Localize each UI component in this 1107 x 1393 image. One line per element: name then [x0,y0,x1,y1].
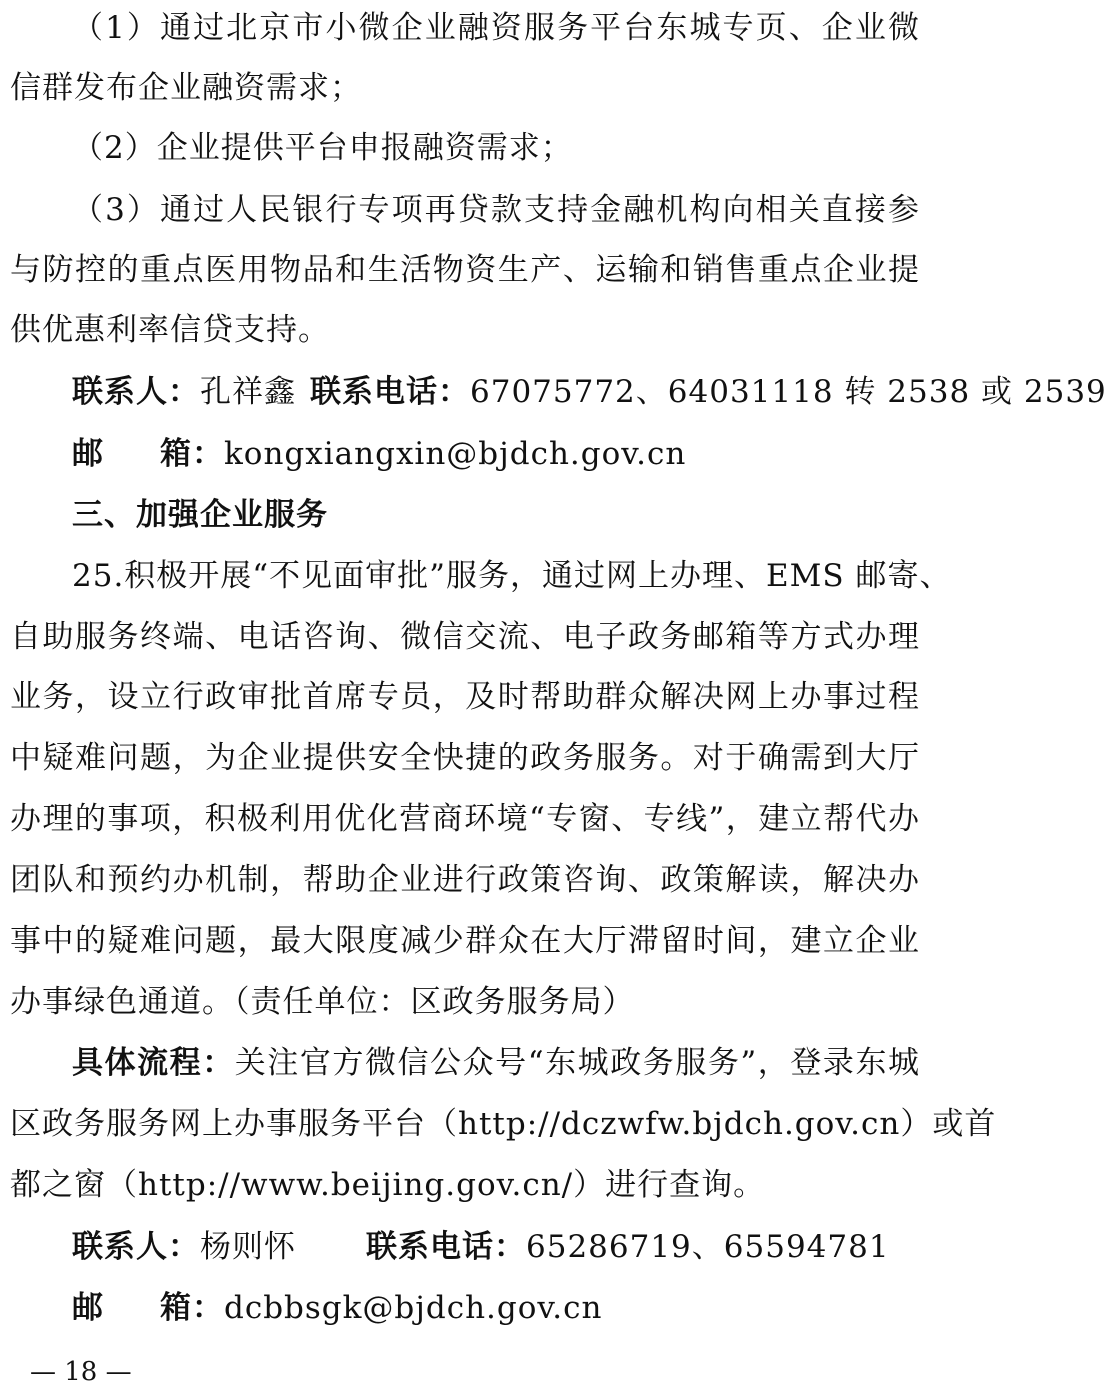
paragraph-line: 办事绿色通道。（责任单位：区政务服务局） [10,984,635,1020]
paragraph-line: 自助服务终端、电话咨询、微信交流、电子政务邮箱等方式办理 [10,619,920,655]
paragraph-line: 25.积极开展“不见面审批”服务，通过网上办理、EMS 邮寄、 [72,558,952,594]
email-address: kongxiangxin@bjdch.gov.cn [224,436,687,472]
process-line [72,1043,920,1083]
contact-line [72,372,1107,412]
contact-person-label: 联系人： [72,374,200,410]
email-address: dcbbsgk@bjdch.gov.cn [224,1290,603,1326]
email-label-part: 邮 [72,1290,104,1326]
contact-person-label: 联系人： [72,1229,200,1265]
section-heading: 三、加强企业服务 [72,497,328,533]
page-number: — 18 — [30,1357,132,1387]
paragraph-line: 团队和预约办机制，帮助企业进行政策咨询、政策解读，解决办 [10,862,920,898]
paragraph-line: 信群发布企业融资需求； [10,70,362,106]
contact-phone-label: 联系电话： [310,374,470,410]
paragraph-line: （2）企业提供平台申报融资需求； [72,130,573,166]
email-line [72,1288,920,1328]
paragraph-line: 都之窗（http://www.beijing.gov.cn/）进行查询。 [10,1167,766,1203]
paragraph-line: 区政务服务网上办事服务平台（http://dczwfw.bjdch.gov.cn）或首 [10,1106,997,1142]
paragraph-line: 事中的疑难问题，最大限度减少群众在大厅滞留时间，建立企业 [10,923,920,959]
email-line [72,434,920,474]
paragraph-line: 中疑难问题，为企业提供安全快捷的政务服务。对于确需到大厅 [10,740,920,776]
paragraph-line: 供优惠利率信贷支持。 [10,312,330,348]
contact-person: 孔祥鑫 [200,374,296,410]
contact-phone: 67075772、64031118 转 2538 或 2539 [470,374,1107,410]
paragraph-line: 办理的事项，积极利用优化营商环境“专窗、专线”，建立帮代办 [10,801,920,837]
contact-line [72,1227,920,1267]
contact-phone: 65286719、65594781 [526,1229,890,1265]
contact-person: 杨则怀 [200,1229,296,1265]
paragraph-line: 与防控的重点医用物品和生活物资生产、运输和销售重点企业提 [10,252,920,288]
paragraph-line: （3）通过人民银行专项再贷款支持金融机构向相关直接参 [72,192,920,228]
process-label: 具体流程： [72,1045,235,1081]
process-text: 关注官方微信公众号“东城政务服务”，登录东城 [234,1045,920,1081]
email-label-part: 箱： [160,436,224,472]
paragraph-line: 业务，设立行政审批首席专员，及时帮助群众解决网上办事过程 [10,679,920,715]
email-label-part: 箱： [160,1290,224,1326]
email-label-part: 邮 [72,436,104,472]
contact-phone-label: 联系电话： [366,1229,526,1265]
paragraph-line: （1）通过北京市小微企业融资服务平台东城专页、企业微 [72,10,920,46]
